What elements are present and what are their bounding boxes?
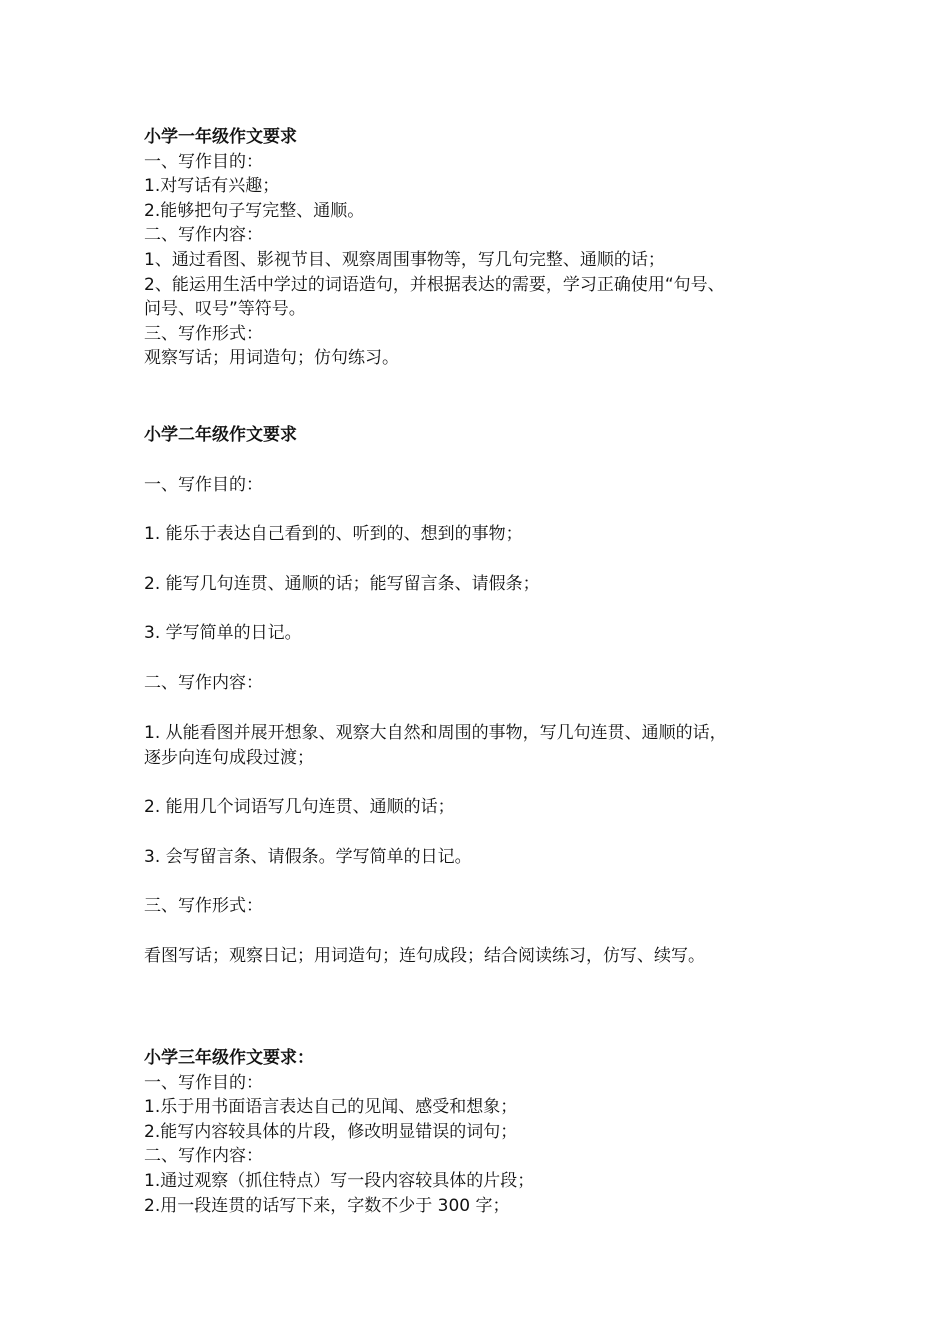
grade3-line: 1.通过观察（抓住特点）写一段内容较具体的片段； xyxy=(144,1170,535,1191)
grade1-line: 2、能运用生活中学过的词语造句，并根据表达的需要，学习正确使用“句号、 xyxy=(144,274,725,295)
grade3-line: 2.用一段连贯的话写下来，字数不少于 300 字； xyxy=(144,1195,510,1216)
grade1-line: 一、写作目的： xyxy=(144,151,263,172)
grade1-title: 小学一年级作文要求 xyxy=(144,127,297,147)
grade2-line: 三、写作形式： xyxy=(144,896,263,917)
grade2-line: 3. 学写简单的日记。 xyxy=(144,623,302,644)
grade1-line: 1.对写话有兴趣； xyxy=(144,176,280,197)
grade2-line: 2. 能用几个词语写几句连贯、通顺的话； xyxy=(144,797,455,818)
grade3-line: 2.能写内容较具体的片段，修改明显错误的词句； xyxy=(144,1121,518,1142)
grade1-line: 二、写作内容： xyxy=(144,225,263,246)
grade3-title: 小学三年级作文要求： xyxy=(144,1048,314,1068)
grade2-line: 1. 能乐于表达自己看到的、听到的、想到的事物； xyxy=(144,524,523,545)
grade2-title: 小学二年级作文要求 xyxy=(144,425,297,445)
grade1-section xyxy=(144,125,824,371)
grade1-line: 1、通过看图、影视节目、观察周围事物等，写几句完整、通顺的话； xyxy=(144,249,665,270)
grade2-line: 逐步向连句成段过渡； xyxy=(144,747,314,768)
grade2-line: 看图写话；观察日记；用词造句；连句成段；结合阅读练习，仿写、续写。 xyxy=(144,945,705,966)
grade2-section xyxy=(144,423,824,994)
grade3-line: 一、写作目的： xyxy=(144,1072,263,1093)
grade2-line: 二、写作内容： xyxy=(144,672,263,693)
grade3-line: 二、写作内容： xyxy=(144,1146,263,1167)
grade2-line: 3. 会写留言条、请假条。学写简单的日记。 xyxy=(144,846,472,867)
grade2-line: 一、写作目的： xyxy=(144,474,263,495)
grade1-line: 问号、叹号”等符号。 xyxy=(144,299,306,320)
grade3-line: 1.乐于用书面语言表达自己的见闻、感受和想象； xyxy=(144,1097,518,1118)
grade1-line: 观察写话；用词造句；仿句练习。 xyxy=(144,348,399,369)
grade3-section xyxy=(144,1046,824,1218)
grade1-line: 2.能够把句子写完整、通顺。 xyxy=(144,200,365,221)
grade1-line: 三、写作形式： xyxy=(144,323,263,344)
grade2-line: 2. 能写几句连贯、通顺的话；能写留言条、请假条； xyxy=(144,573,540,594)
grade2-line: 1. 从能看图并展开想象、观察大自然和周围的事物，写几句连贯、通顺的话， xyxy=(144,722,727,743)
